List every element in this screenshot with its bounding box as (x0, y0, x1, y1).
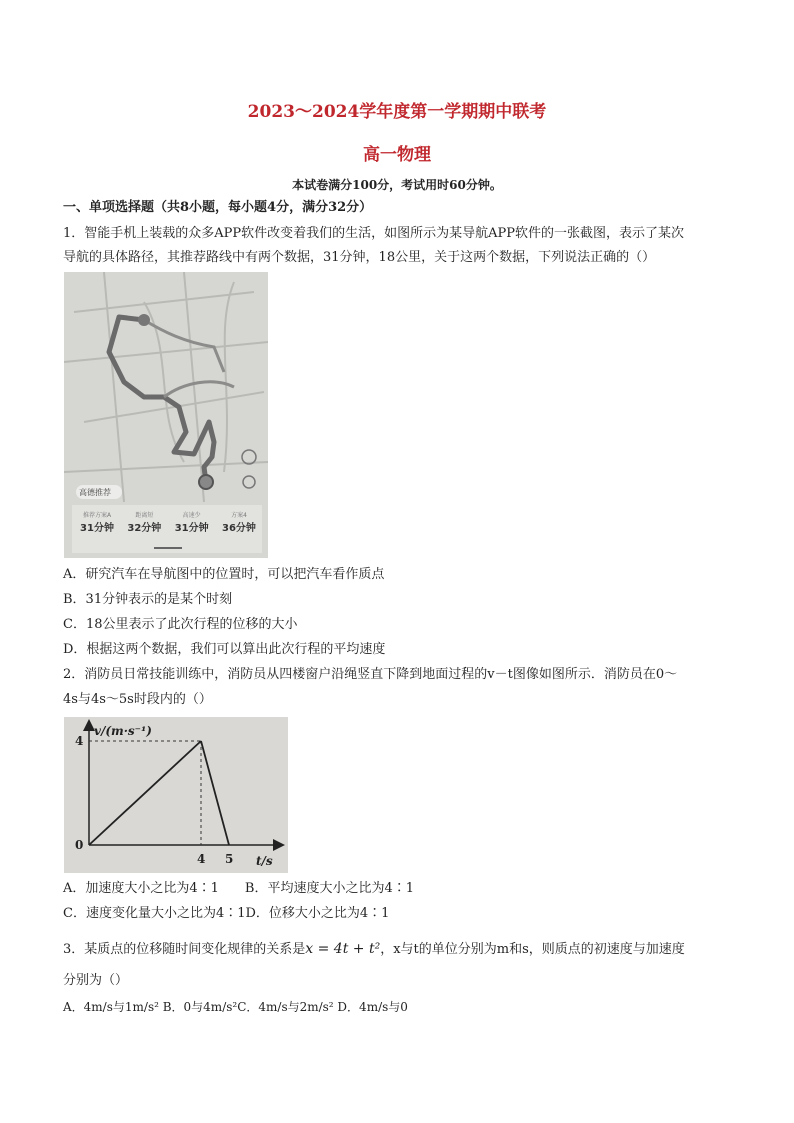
q1-stem-line2: 导航的具体路径，其推荐路线中有两个数据，31分钟，18公里，关于这两个数据，下列说法正确的（） (63, 250, 656, 265)
route-summary-item (169, 510, 215, 534)
route-summary-item (121, 510, 167, 534)
q3-stem-post: ，x与t的单位分别为m和s，则质点的初速度与加速度 (380, 942, 685, 957)
x-tick-label: 4 (197, 852, 206, 866)
section-heading: 一、单项选择题（共8小题，每小题4分，满分32分） (63, 200, 373, 215)
q3-stem-line2: 分别为（） (63, 973, 129, 988)
exam-title: 2023～2024学年度第一学期期中联考 (247, 102, 547, 122)
q1-stem-line1: 1．智能手机上装载的众多APP软件改变着我们的生活，如图所示为某导航APP软件的一张截图，表示了某次 (63, 226, 685, 241)
q1-option-b: B．31分钟表示的是某个时刻 (63, 592, 233, 607)
route-summary-time: 31分钟 (174, 523, 209, 534)
route-summary-time: 36分钟 (222, 523, 256, 534)
q3-formula: x = 4t + t² (305, 941, 381, 957)
vt-chart (64, 717, 288, 873)
route-summary-label: 方案4 (231, 512, 247, 519)
route-summary-label: 距离短 (135, 512, 154, 519)
q1-option-a: A．研究汽车在导航图中的位置时，可以把汽车看作质点 (63, 567, 385, 582)
x-axis-label: t/s (256, 854, 273, 868)
q3-stem-line1 (63, 940, 685, 959)
vt-segment (201, 741, 229, 845)
exam-note: 本试卷满分100分，考试用时60分钟。 (292, 178, 502, 192)
navigation-map-figure (64, 272, 268, 558)
route-summary-time: 32分钟 (127, 523, 162, 534)
x-tick-label: 0 (75, 838, 84, 852)
subject-title: 高一物理 (363, 145, 431, 165)
route-summary-item (74, 510, 120, 534)
q3-stem-pre: 3．某质点的位移随时间变化规律的关系是 (63, 942, 306, 957)
route-summary-row (74, 510, 262, 534)
q2-stem-line1: 2．消防员日常技能训练中，消防员从四楼窗户沿绳竖直下降到地面过程的v－t图像如图所示．消防员在0～ (63, 667, 678, 682)
vt-segment (89, 741, 201, 845)
q2-options-cd: C．速度变化量大小之比为4∶1D．位移大小之比为4∶1 (63, 906, 390, 921)
q1-option-c: C．18公里表示了此次行程的位移的大小 (63, 617, 298, 632)
route-summary-label: 推荐方案A (82, 512, 112, 519)
x-tick-label: 5 (225, 852, 234, 866)
vt-graph-figure (64, 717, 288, 873)
route-tab-label: 高德推荐 (79, 488, 111, 497)
q3-options: A．4m/s与1m/s² B．0与4m/s²C．4m/s与2m/s² D．4m/s与0 (63, 1000, 408, 1014)
route-summary-time: 31分钟 (80, 523, 114, 534)
route-summary-item (216, 510, 262, 534)
y-tick-label: 4 (75, 734, 84, 748)
q1-option-d: D．根据这两个数据，我们可以算出此次行程的平均速度 (63, 642, 386, 657)
y-axis-label: v/(m·s⁻¹) (94, 724, 152, 738)
q2-stem-line2: 4s与4s～5s时段内的（） (63, 692, 212, 707)
q2-options-ab: A．加速度大小之比为4∶1 B．平均速度大小之比为4∶1 (63, 881, 415, 896)
route-summary-label: 高速少 (182, 512, 201, 519)
